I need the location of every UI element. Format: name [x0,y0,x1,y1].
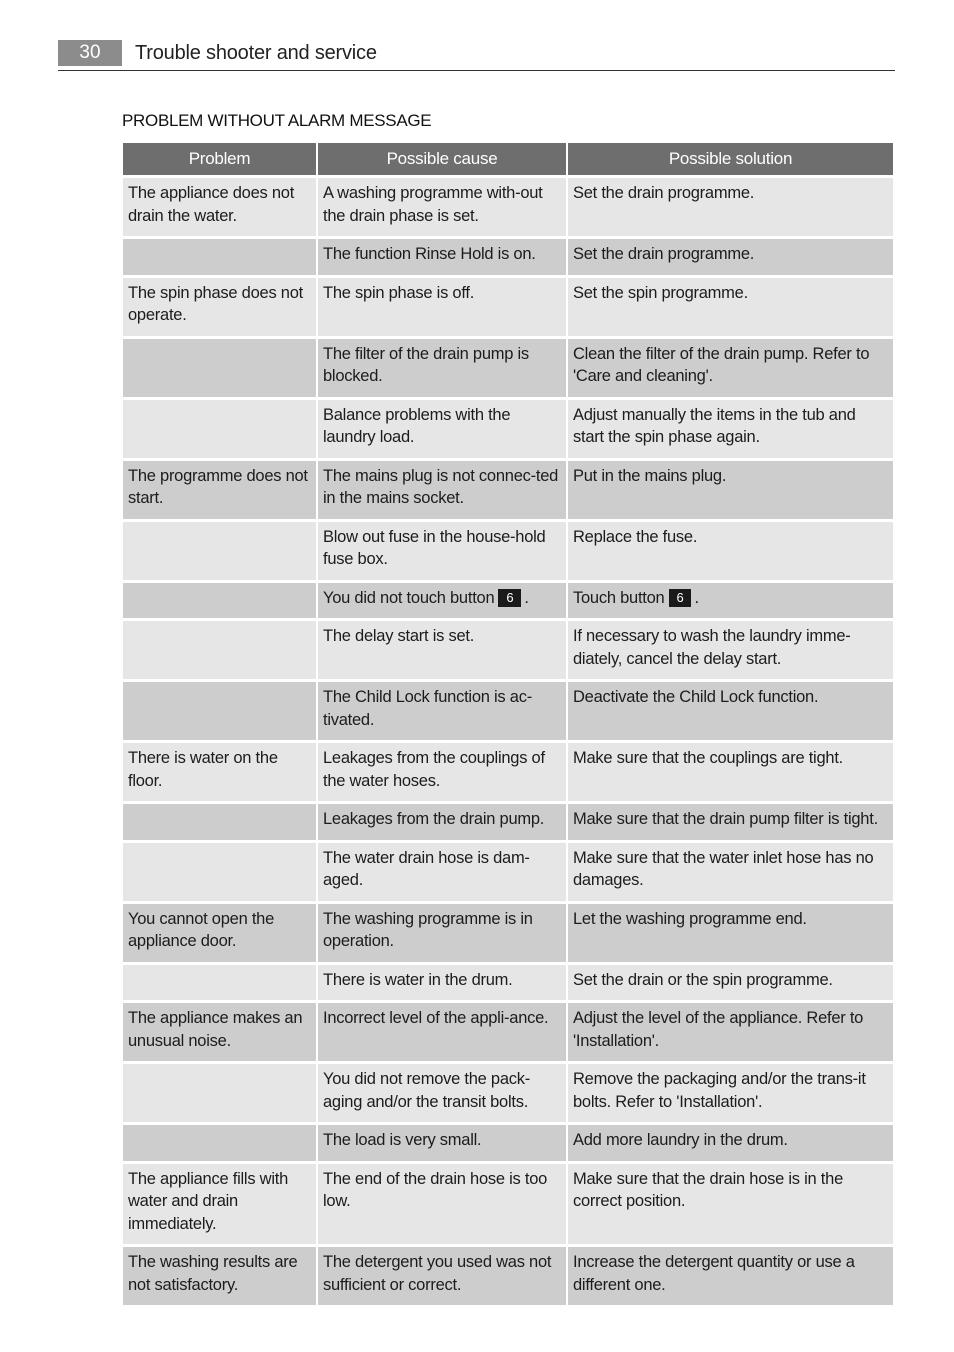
table-row [123,278,893,336]
cause-cell: Leakages from the drain pump. [318,804,566,840]
problem-cell [123,400,316,458]
table-row [123,461,893,519]
cause-cell: There is water in the drum. [318,965,566,1001]
section-title: PROBLEM WITHOUT ALARM MESSAGE [122,111,432,130]
table-row [123,1164,893,1245]
problem-cell [123,682,316,740]
solution-cell: Deactivate the Child Lock function. [568,682,893,740]
problem-cell [123,843,316,901]
cause-cell: You did not remove the pack-aging and/or the transit bolts. [318,1064,566,1122]
table-row [123,904,893,962]
problem-cell [123,804,316,840]
solution-cell: Make sure that the water inlet hose has no damages. [568,843,893,901]
problem-cell [123,965,316,1001]
cause-cell: Balance problems with the laundry load. [318,400,566,458]
solution-cell: Remove the packaging and/or the trans-it bolts. Refer to 'Installation'. [568,1064,893,1122]
column-header-problem: Problem [123,143,316,175]
table-row [123,804,893,840]
cause-cell: The delay start is set. [318,621,566,679]
button-6-symbol: 6 [498,589,521,607]
solution-cell: If necessary to wash the laundry imme-diately, cancel the delay start. [568,621,893,679]
solution-cell: Make sure that the drain pump filter is tight. [568,804,893,840]
page-title: Trouble shooter and service [135,42,377,64]
button-6-symbol: 6 [669,589,692,607]
cause-cell: The end of the drain hose is too low. [318,1164,566,1245]
table-row [123,743,893,801]
problem-cell [123,239,316,275]
problem-cell [123,1125,316,1161]
cause-cell: The load is very small. [318,1125,566,1161]
table-row [123,965,893,1001]
cause-cell: The detergent you used was not sufficient or correct. [318,1247,566,1305]
cause-suffix: . [524,588,529,607]
column-header-cause: Possible cause [318,143,566,175]
solution-cell: Set the drain programme. [568,239,893,275]
problem-cell [123,339,316,397]
problem-cell: The appliance does not drain the water. [123,178,316,236]
solution-cell: Put in the mains plug. [568,461,893,519]
cause-cell [318,583,566,619]
table-row [123,621,893,679]
cause-cell: Leakages from the couplings of the water hoses. [318,743,566,801]
solution-cell: Set the drain or the spin programme. [568,965,893,1001]
solution-cell: Set the spin programme. [568,278,893,336]
table-row [123,1125,893,1161]
cause-cell: A washing programme with-out the drain phase is set. [318,178,566,236]
solution-cell: Let the washing programme end. [568,904,893,962]
problem-cell [123,522,316,580]
solution-suffix: . [694,588,699,607]
solution-cell: Make sure that the couplings are tight. [568,743,893,801]
cause-cell: The mains plug is not connec-ted in the mains socket. [318,461,566,519]
page-number: 30 [58,40,122,66]
cause-cell: The water drain hose is dam-aged. [318,843,566,901]
table-row [123,1003,893,1061]
cause-cell: The Child Lock function is ac-tivated. [318,682,566,740]
table-header-row [123,143,893,175]
table-row [123,400,893,458]
header-rule [58,70,895,71]
problem-cell: You cannot open the appliance door. [123,904,316,962]
cause-cell: The function Rinse Hold is on. [318,239,566,275]
table-row [123,239,893,275]
problem-cell: The appliance makes an unusual noise. [123,1003,316,1061]
cause-cell: Blow out fuse in the house-hold fuse box. [318,522,566,580]
column-header-solution: Possible solution [568,143,893,175]
solution-text: Touch button [573,588,665,607]
problem-cell [123,583,316,619]
problem-cell: The appliance fills with water and drain immediately. [123,1164,316,1245]
problem-cell [123,1064,316,1122]
problem-cell: The washing results are not satisfactory. [123,1247,316,1305]
cause-cell: The washing programme is in operation. [318,904,566,962]
cause-text: You did not touch button [323,588,495,607]
solution-cell: Add more laundry in the drum. [568,1125,893,1161]
table-row [123,843,893,901]
solution-cell [568,583,893,619]
table-row [123,522,893,580]
cause-cell: Incorrect level of the appli-ance. [318,1003,566,1061]
problem-cell: The spin phase does not operate. [123,278,316,336]
table-row [123,178,893,236]
troubleshooting-table [121,140,895,1308]
solution-cell: Adjust the level of the appliance. Refer to 'Installation'. [568,1003,893,1061]
solution-cell: Make sure that the drain hose is in the correct position. [568,1164,893,1245]
solution-cell: Increase the detergent quantity or use a different one. [568,1247,893,1305]
table-row [123,583,893,619]
solution-cell: Set the drain programme. [568,178,893,236]
table-row [123,339,893,397]
problem-cell: There is water on the floor. [123,743,316,801]
solution-cell: Replace the fuse. [568,522,893,580]
cause-cell: The filter of the drain pump is blocked. [318,339,566,397]
solution-cell: Clean the filter of the drain pump. Refer to 'Care and cleaning'. [568,339,893,397]
problem-cell: The programme does not start. [123,461,316,519]
solution-cell: Adjust manually the items in the tub and start the spin phase again. [568,400,893,458]
table-row [123,682,893,740]
table-row [123,1247,893,1305]
cause-cell: The spin phase is off. [318,278,566,336]
problem-cell [123,621,316,679]
table-row [123,1064,893,1122]
